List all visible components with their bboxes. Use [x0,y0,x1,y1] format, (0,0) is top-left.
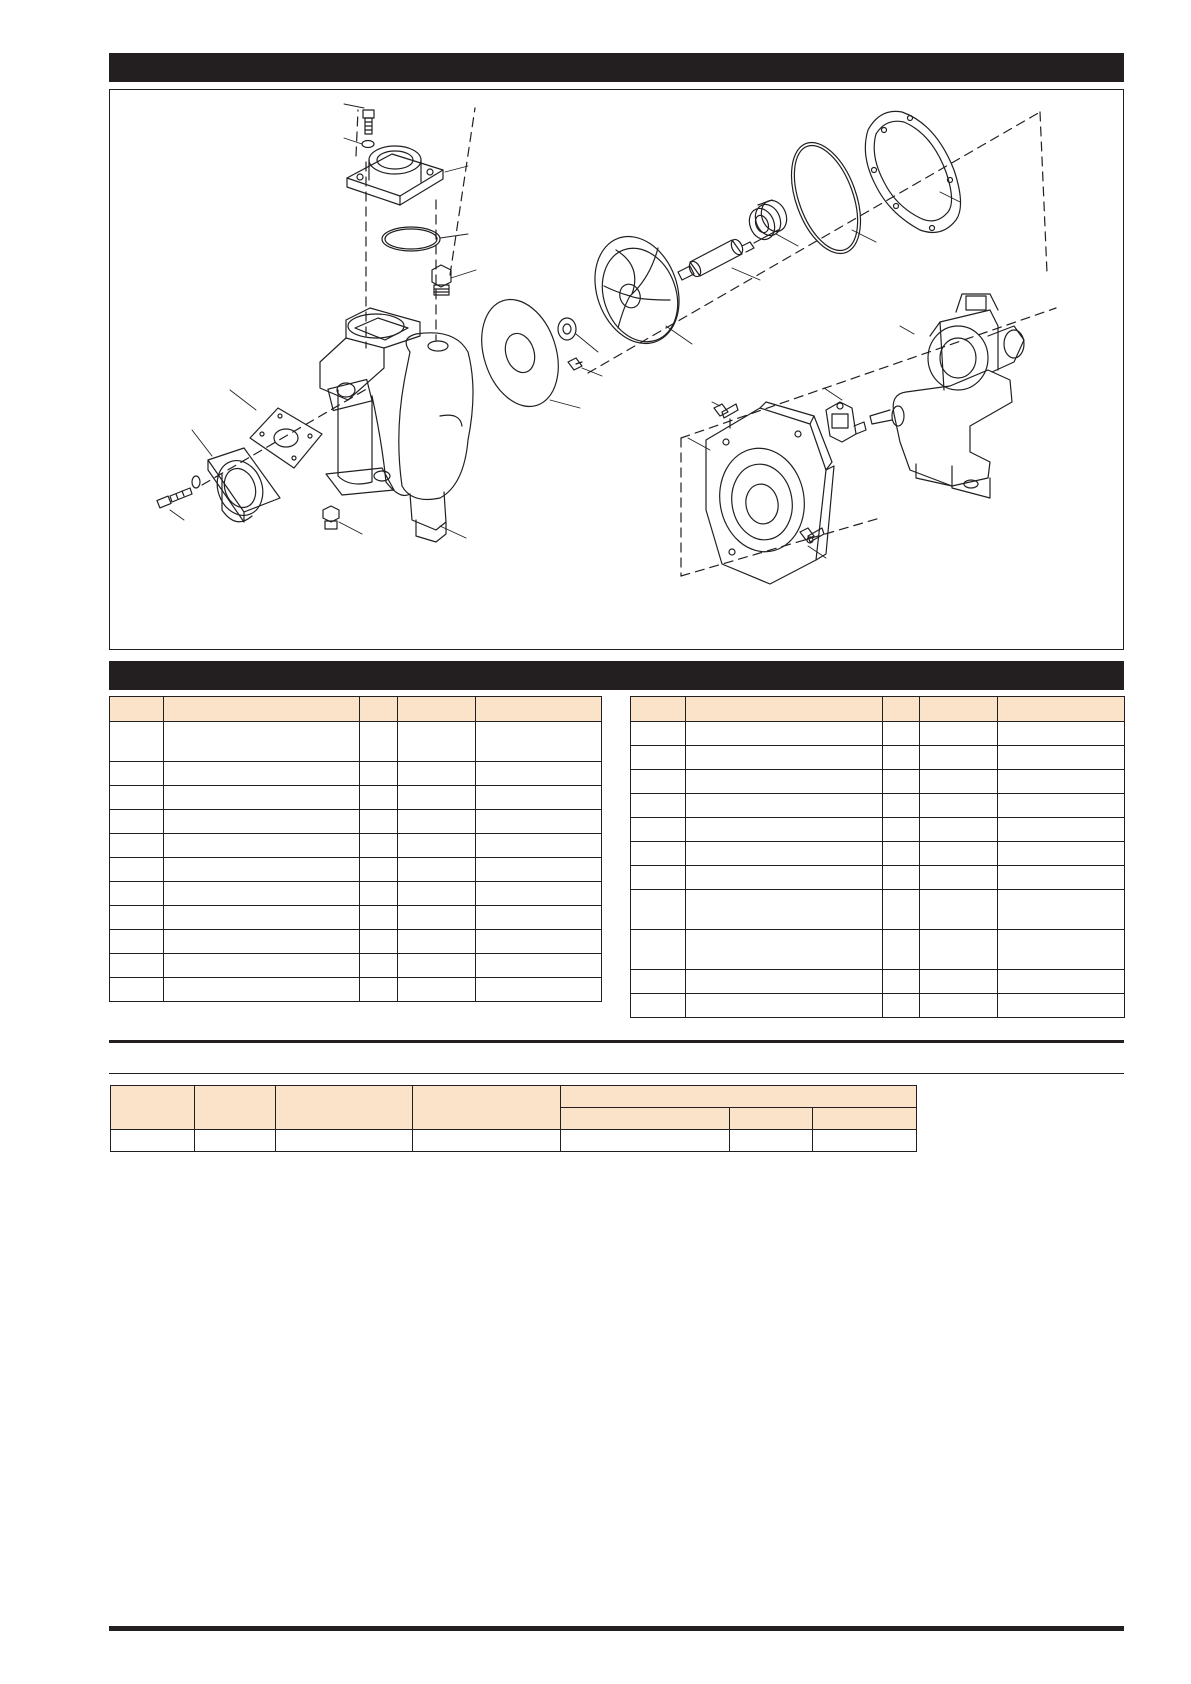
table-cell [920,818,998,842]
table-cell [813,1130,917,1152]
table-row [631,818,1125,842]
bearing-frame [870,294,1024,498]
table-cell [164,786,360,810]
table-cell [360,906,398,930]
table-cell [164,762,360,786]
backplate-housing [706,402,834,584]
table-row [631,794,1125,818]
table-cell [398,954,476,978]
table-cell [686,722,883,746]
table-cell [360,858,398,882]
table-cell [398,810,476,834]
table-cell [920,970,998,994]
table-cell [164,810,360,834]
table-cell [164,722,360,762]
section-divider-thick [109,1040,1124,1043]
top-bolt [363,110,374,134]
table-cell [194,1130,276,1152]
table-cell [686,818,883,842]
table-cell [360,786,398,810]
table-cell [476,810,602,834]
table-cell [686,970,883,994]
table-cell [110,882,164,906]
table-cell [110,786,164,810]
table-row [631,866,1125,890]
table-cell [729,1130,813,1152]
pump-casing [320,308,473,542]
table-row [110,722,602,762]
table-cell [164,882,360,906]
col-group-header [560,1086,916,1108]
table-cell [110,906,164,930]
table-row [110,978,602,1002]
table-cell [686,794,883,818]
col-header [476,697,602,722]
col-subheader [729,1108,813,1130]
table-cell [920,746,998,770]
table-cell [360,834,398,858]
table-cell [883,794,920,818]
table-cell [476,858,602,882]
table-cell [920,890,998,930]
suction-flange [208,448,280,522]
table-cell [631,890,686,930]
table-cell [686,890,883,930]
col-header [194,1086,276,1130]
table-row [631,842,1125,866]
table-cell [631,746,686,770]
table-cell [164,978,360,1002]
table-cell [398,930,476,954]
table-cell [883,994,920,1018]
table-cell [476,978,602,1002]
table-cell [360,978,398,1002]
table-cell [883,722,920,746]
parts-table-right [630,696,1125,1018]
col-header [360,697,398,722]
table-cell [920,770,998,794]
diagram-header-bar [109,53,1124,82]
parts-table-left [109,696,602,1002]
suction-bolt [157,488,192,508]
table-cell [998,770,1125,794]
table-cell [998,970,1125,994]
fill-plug [432,265,451,295]
col-header [998,697,1125,722]
table-cell [110,858,164,882]
table-row [631,930,1125,970]
exploded-pump-diagram [110,90,1123,649]
table-cell [883,746,920,770]
table-cell [686,770,883,794]
flange-o-ring-inner [385,229,437,249]
table-cell [110,954,164,978]
wear-plate [469,290,571,417]
table-cell [920,930,998,970]
table-cell [476,930,602,954]
table-cell [398,834,476,858]
col-subheader [813,1108,917,1130]
table-row [631,890,1125,930]
table-cell [686,746,883,770]
suction-gasket [250,408,322,468]
table-cell [998,890,1125,930]
flange-o-ring [382,227,440,251]
table-cell [360,722,398,762]
table-row [110,762,602,786]
table-cell [631,818,686,842]
table-cell [920,722,998,746]
table-cell [110,978,164,1002]
table-cell [998,746,1125,770]
table-cell [998,866,1125,890]
exploded-diagram-panel [109,89,1124,650]
table-cell [360,810,398,834]
table-cell [920,994,998,1018]
col-header [883,697,920,722]
table-cell [686,866,883,890]
table-cell [476,722,602,762]
table-cell [398,882,476,906]
top-washer [362,141,374,148]
table-row [110,858,602,882]
table-row [631,722,1125,746]
table-cell [398,722,476,762]
table-row [631,994,1125,1018]
table-cell [998,842,1125,866]
mechanical-seal [745,197,791,244]
table-cell [883,842,920,866]
section-divider-thin [109,1073,1124,1074]
table-cell [686,994,883,1018]
table-cell [110,834,164,858]
table-cell [360,762,398,786]
col-header [920,697,998,722]
table-cell [164,858,360,882]
dimensions-table [110,1085,917,1152]
drain-plug [323,506,339,529]
wear-plate-bolt [568,358,582,370]
table-cell [398,762,476,786]
col-header [631,697,686,722]
col-header [412,1086,560,1130]
parts-table-left-header [110,697,602,722]
table-cell [998,722,1125,746]
table-cell [110,722,164,762]
backplate-gasket [865,111,960,232]
table-cell [476,954,602,978]
impeller-nut [558,318,576,340]
table-cell [560,1130,729,1152]
parts-table-right-header [631,697,1125,722]
col-header [276,1086,413,1130]
table-cell [883,890,920,930]
table-cell [398,786,476,810]
backplate-bolt-top [714,404,738,418]
table-cell [110,930,164,954]
table-cell [631,994,686,1018]
table-cell [920,866,998,890]
table-cell [276,1130,413,1152]
table-row [110,786,602,810]
table-cell [360,882,398,906]
table-cell [631,794,686,818]
table-cell [883,770,920,794]
table-cell [998,818,1125,842]
table-row [110,834,602,858]
suction-washer [192,476,200,488]
table-cell [476,882,602,906]
table-row [110,906,602,930]
table-cell [998,930,1125,970]
table-cell [398,858,476,882]
table-cell [998,794,1125,818]
table-cell [412,1130,560,1152]
table-cell [110,762,164,786]
leader-lines [170,104,960,558]
col-header [110,697,164,722]
parts-list-header-bar [109,661,1124,690]
seal-bracket [826,402,866,442]
table-cell [476,786,602,810]
table-cell [631,770,686,794]
col-header [164,697,360,722]
table-cell [476,762,602,786]
table-cell [111,1130,195,1152]
table-row [110,882,602,906]
dimensions-header-row [111,1086,917,1108]
footer-rule [109,1626,1124,1631]
col-header [686,697,883,722]
table-cell [164,954,360,978]
table-row [631,746,1125,770]
table-cell [883,930,920,970]
table-cell [920,842,998,866]
shaft-sleeve [678,238,754,280]
table-cell [883,866,920,890]
table-cell [998,994,1125,1018]
col-header [111,1086,195,1130]
table-cell [476,906,602,930]
table-cell [631,930,686,970]
table-cell [398,978,476,1002]
table-row [631,770,1125,794]
table-row [110,954,602,978]
table-cell [110,810,164,834]
table-cell [631,866,686,890]
table-cell [883,818,920,842]
impeller [581,225,694,356]
table-cell [883,970,920,994]
table-cell [476,834,602,858]
table-cell [164,906,360,930]
table-row [631,970,1125,994]
table-row [111,1130,917,1152]
table-row [110,810,602,834]
table-cell [686,930,883,970]
table-cell [631,970,686,994]
table-cell [631,722,686,746]
table-cell [360,954,398,978]
table-cell [398,906,476,930]
discharge-flange [347,146,443,205]
table-cell [920,794,998,818]
table-cell [360,930,398,954]
table-cell [164,930,360,954]
table-cell [631,842,686,866]
table-cell [686,842,883,866]
col-header [398,697,476,722]
col-subheader [560,1108,729,1130]
table-row [110,930,602,954]
table-cell [164,834,360,858]
